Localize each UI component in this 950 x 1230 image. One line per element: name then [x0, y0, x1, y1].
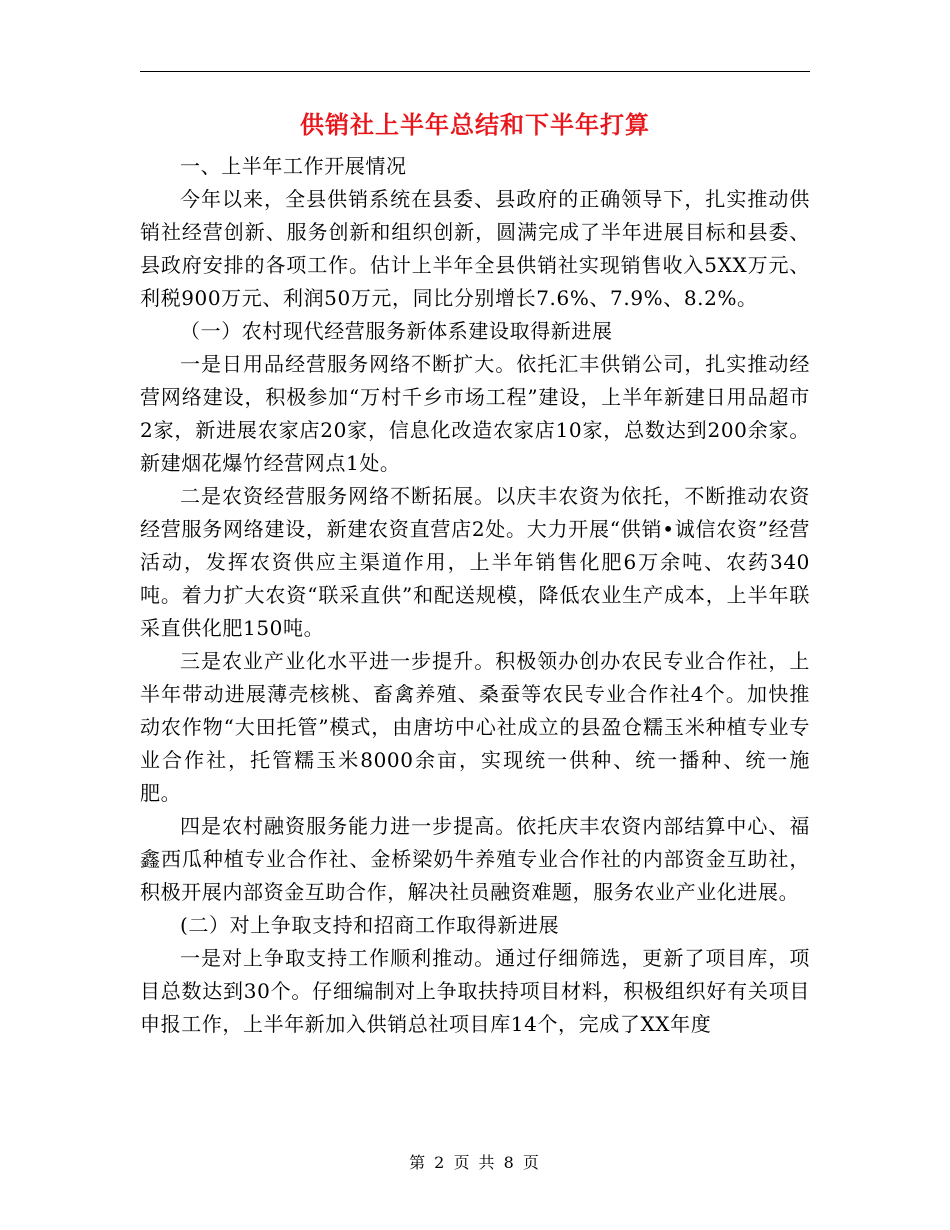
header-rule [140, 71, 810, 72]
document-body [140, 150, 810, 1041]
paragraph: 二是农资经营服务网络不断拓展。以庆丰农资为依托，不断推动农资经营服务网络建设，新建农资直营店2处。大力开展“供销•诚信农资”经营活动，发挥农资供应主渠道作用，上半年销售化肥6万余吨、农药340吨。着力扩大农资“联采直供”和配送规模，降低农业生产成本，上半年联采直供化肥150吨。 [140, 484, 810, 640]
paragraph: 今年以来，全县供销系统在县委、县政府的正确领导下，扎实推动供销社经营创新、服务创新和组织创新，圆满完成了半年进展目标和县委、县政府安排的各项工作。估计上半年全县供销社实现销售收入5XX万元、利税900万元、利润50万元，同比分别增长7.6%、7.9%、8.2%。 [140, 187, 810, 310]
paragraph: 三是农业产业化水平进一步提升。积极领办创办农民专业合作社，上半年带动进展薄壳核桃、畜禽养殖、桑蚕等农民专业合作社4个。加快推动农作物“大田托管”模式，由唐坊中心社成立的县盈仓糯玉米种植专业专业合作社，托管糯玉米8000余亩，实现统一供种、统一播种、统一施肥。 [140, 649, 810, 805]
section-heading-1: 一、上半年工作开展情况 [180, 154, 407, 178]
paragraph: 一是日用品经营服务网络不断扩大。依托汇丰供销公司，扎实推动经营网络建设，积极参加“万村千乡市场工程”建设，上半年新建日用品超市2家，新进展农家店20家，信息化改造农家店10家，总数达到200余家。新建烟花爆竹经营网点1处。 [140, 352, 810, 475]
paragraph: 一是对上争取支持工作顺利推动。通过仔细筛选，更新了项目库，项目总数达到30个。仔细编制对上争取扶持项目材料，积极组织好有关项目申报工作，上半年新加入供销总社项目库14个，完成了XX年度 [140, 946, 810, 1036]
page-footer: 第 2 页 共 8 页 [409, 1153, 541, 1172]
paragraph: 四是农村融资服务能力进一步提高。依托庆丰农资内部结算中心、福鑫西瓜种植专业合作社、金桥梁奶牛养殖专业合作社的内部资金互助社，积极开展内部资金互助合作，解决社员融资难题，服务农业产业化进展。 [140, 814, 810, 904]
subsection-heading-1: （一）农村现代经营服务新体系建设取得新进展 [180, 319, 613, 343]
subsection-heading-2: (二）对上争取支持和招商工作取得新进展 [180, 913, 560, 937]
document-title: 供销社上半年总结和下半年打算 [300, 111, 650, 139]
